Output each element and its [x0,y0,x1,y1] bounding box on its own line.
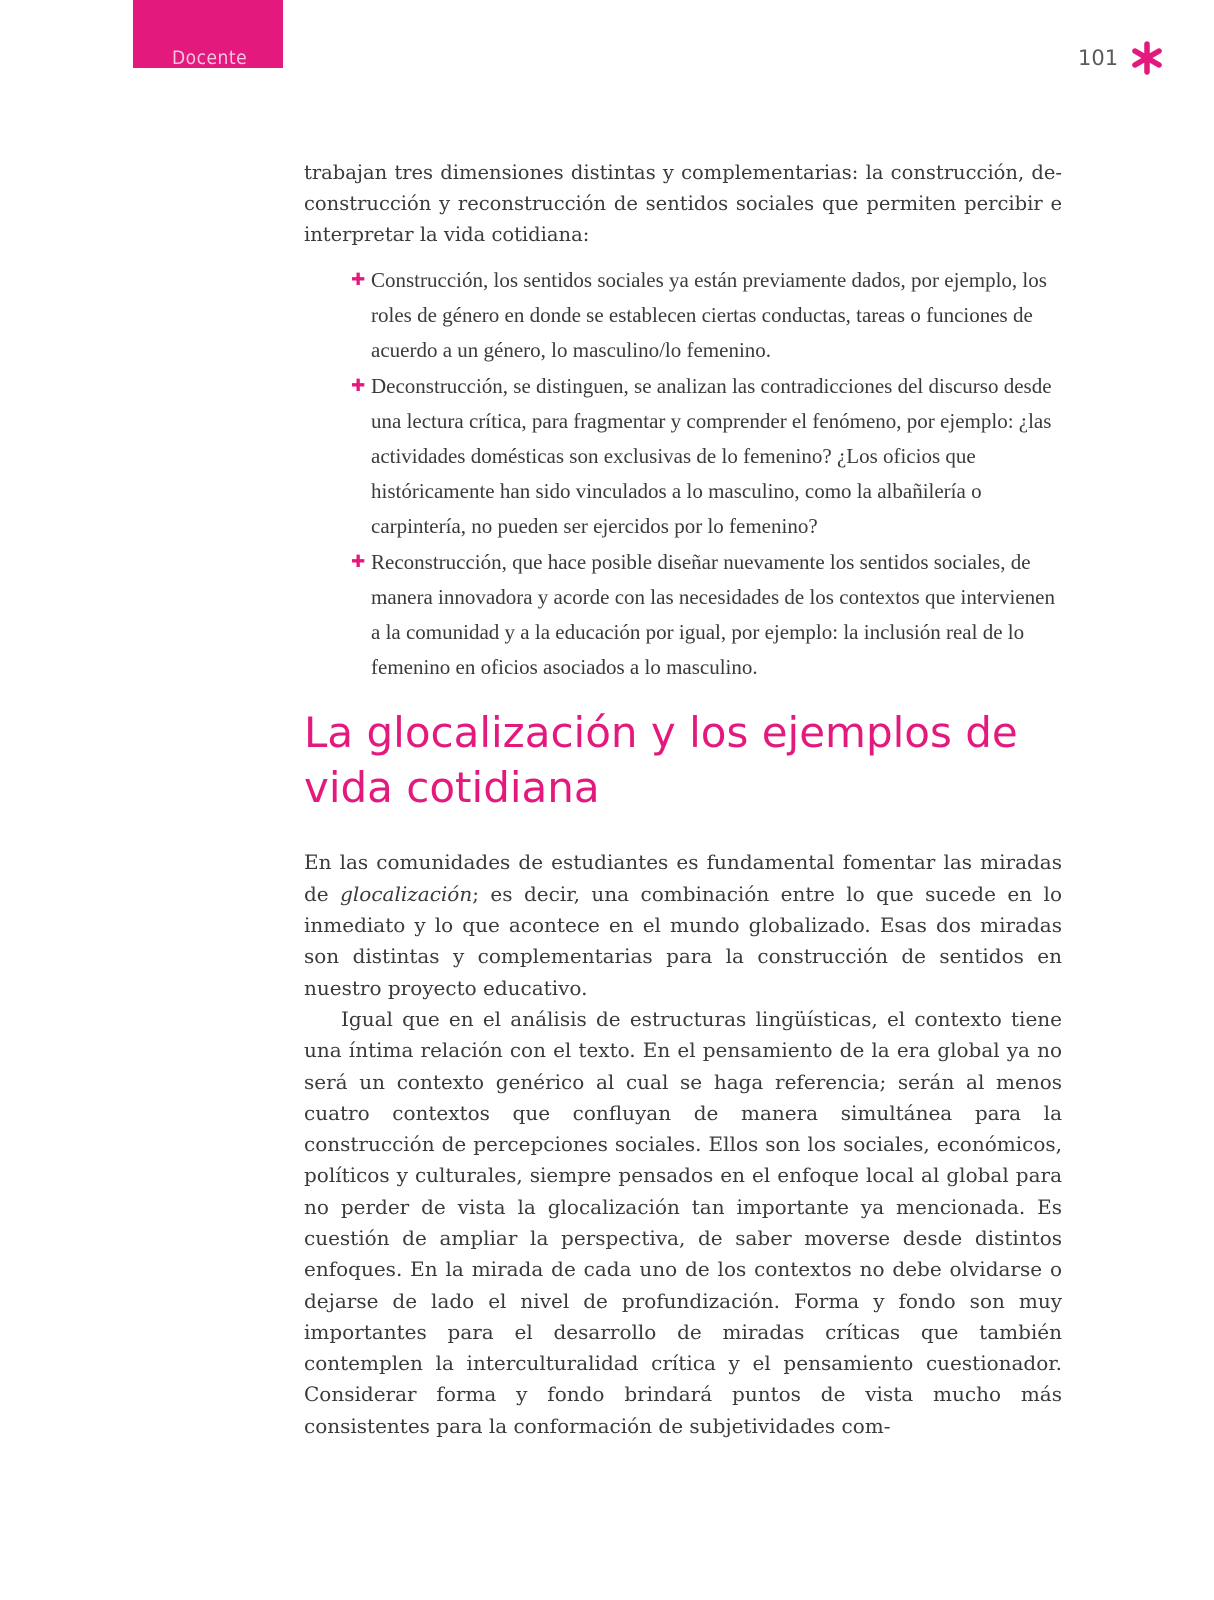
paragraph-1-end: ; es decir, una combinación entre lo que sucede en lo inmediato y lo que acontece en el mundo globalizado. Esas dos miradas son distintas y complementarias para la construcción de sentidos en nuestro proyecto educativo. [304,881,1062,1000]
list-item-construccion [351,263,1062,369]
page-content [304,157,1062,1442]
section-tab [133,0,283,68]
section-heading: La glocalización y los ejemplos de vida cotidiana [304,708,1018,813]
body-paragraph-1 [304,847,1062,1003]
list-item-deconstruccion [351,369,1062,545]
plus-icon: ✚ [351,270,366,290]
list-item-text: Reconstrucción, que hace posible diseñar nuevamente los sentidos sociales, de manera innovadora y acorde con las necesidades de los contextos que intervienen a la comunidad y a la educación por igual, por ejemplo: la inclusión real de lo femenino en oficios asociados a lo masculino. [371,549,1055,680]
plus-icon: ✚ [351,551,366,572]
list-item-text: Deconstrucción, se distinguen, se analizan las contradicciones del discurso desde una lectura crítica, para fragmentar y comprender el fenómeno, por ejemplo: ¿las actividades domésticas son exclusivas de lo femenino? ¿Los oficios que históricamente han sido vinculados a lo masculino, como la albañilería o carpintería, no pueden ser ejercidos por lo femenino? [371,373,1052,539]
asterisk-icon [1130,41,1164,75]
paragraph-1-start: En las comunidades de estudiantes es fundamental fomentar las miradas de [304,850,1062,906]
body-text [304,847,1062,1442]
page-number: 101 [1078,46,1119,70]
list-item-reconstruccion [351,545,1062,686]
dimension-list [304,263,1062,685]
plus-icon: ✚ [351,375,366,396]
list-item-text: Construcción, los sentidos sociales ya están previamente dados, por ejemplo, los roles de género en donde se establecen ciertas conductas, tareas o funciones de acuerdo a un género, lo masculino/lo femenino. [371,268,1047,363]
glocalizacion-term: glocalización [340,881,473,906]
section-tab-label: Docente [172,47,248,69]
intro-paragraph: trabajan tres dimensiones distintas y complementarias: la construcción, de-construcción y reconstrucción de sentidos sociales que permiten percibir e interpretar la vida cotidiana: [304,161,1062,246]
body-paragraph-2: Igual que en el análisis de estructuras lingüísticas, el contexto tiene una íntima relación con el texto. En el pensamiento de la era global ya no será un contexto genérico al cual se haga referencia; serán al menos cuatro contextos que confluyan de manera simultánea para la construcción de percepciones sociales. Ellos son los sociales, económicos, políticos y culturales, siempre pensados en el enfoque local al global para no perder de vista la glocalización tan importante ya mencionada. Es cuestión de ampliar la perspectiva, de saber moverse desde distintos enfoques. En la mirada de cada uno de los contextos no debe olvidarse o dejarse de lado el nivel de profundización. Forma y fondo son muy importantes para el desarrollo de miradas críticas que también contemplen la interculturalidad crítica y el pensamiento cuestionador. Considerar forma y fondo brindará puntos de vista mucho más consistentes para la conformación de subjetividades com- [304,1006,1062,1438]
